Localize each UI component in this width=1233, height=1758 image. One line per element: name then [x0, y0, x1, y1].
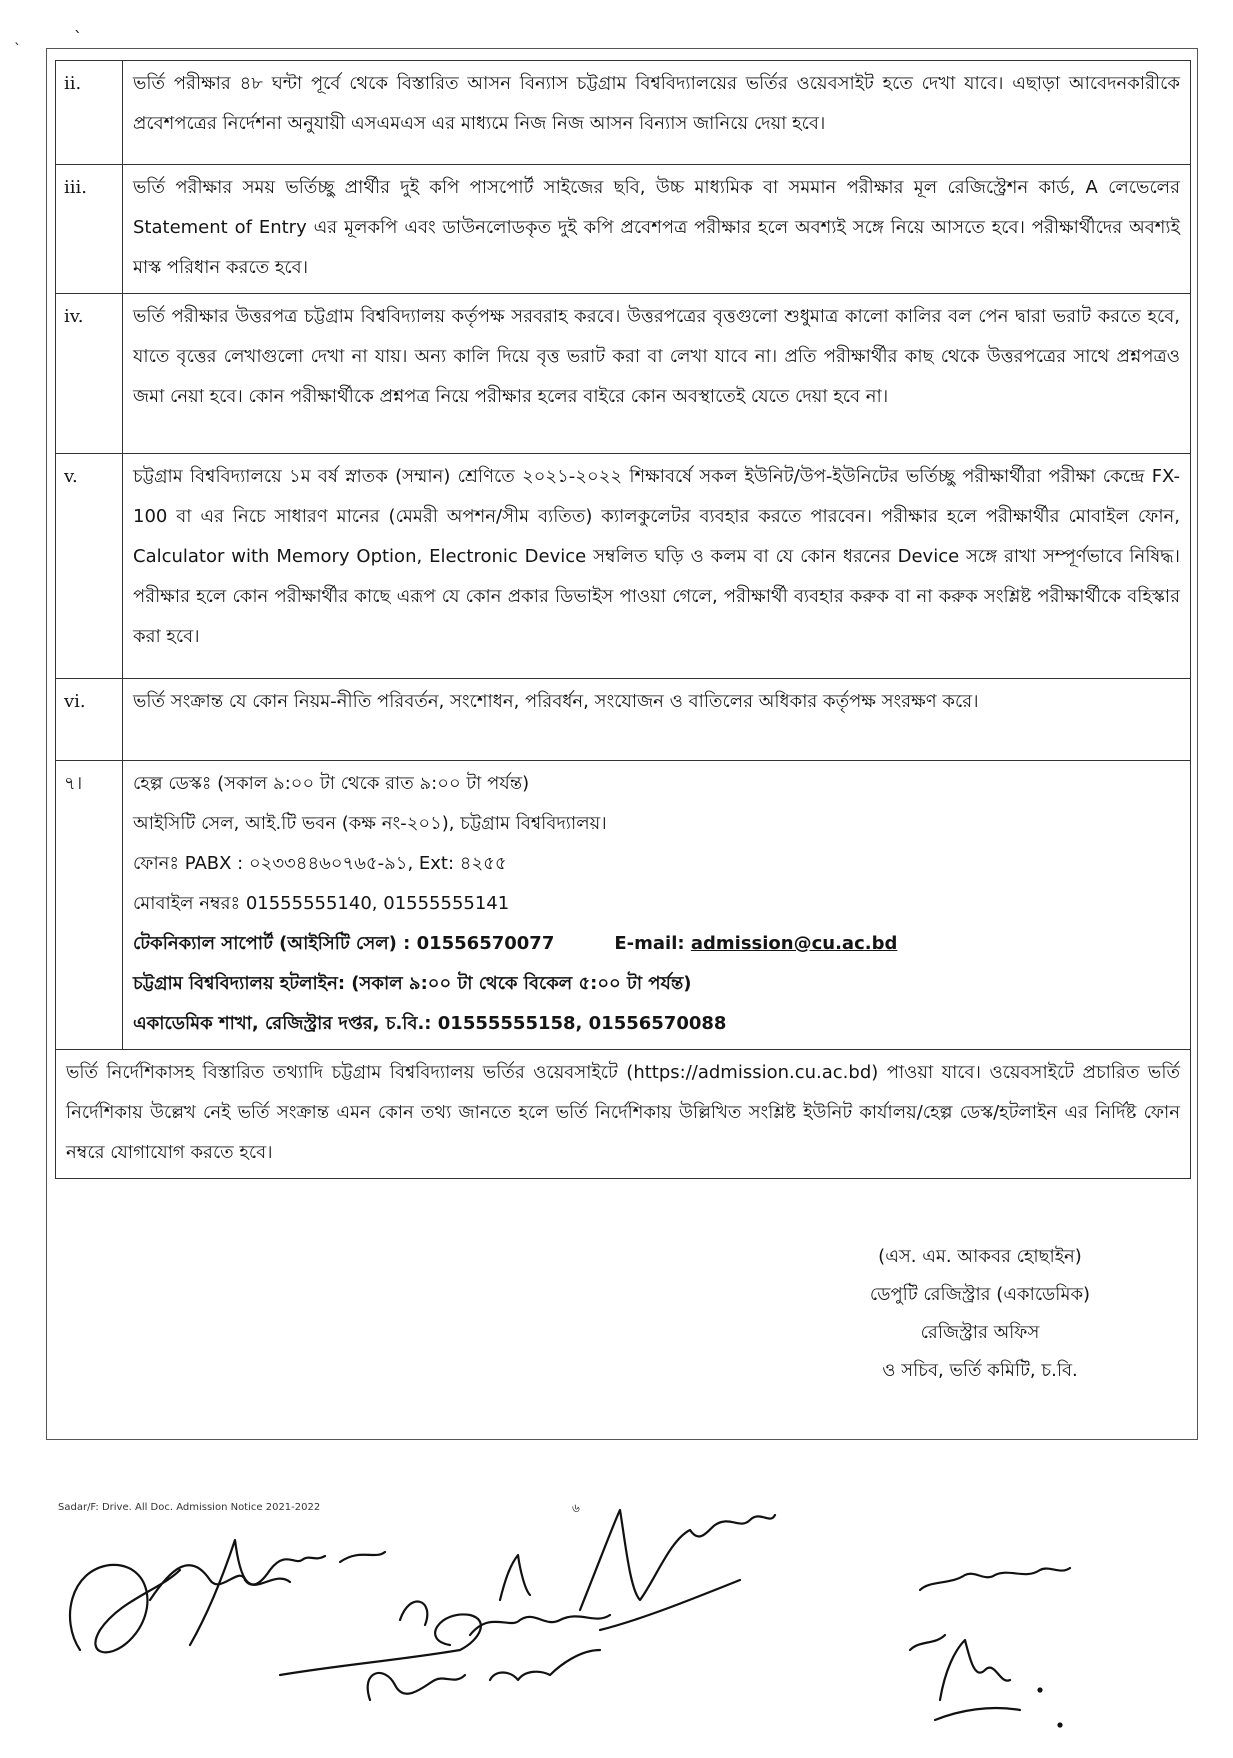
tech-support-label: টেকনিক্যাল সাপোর্ট (আইসিটি সেল) : 01556570077: [133, 933, 555, 954]
email-link[interactable]: admission@cu.ac.bd: [690, 933, 898, 954]
rules-table: [55, 60, 1191, 1179]
signatory-office: রেজিস্ট্রার অফিস: [920, 1322, 1040, 1343]
scan-mark: ˎ: [74, 14, 82, 33]
rule-row: [56, 454, 1191, 679]
rule-row: [56, 294, 1191, 454]
signature-8: [500, 1555, 530, 1600]
signature-2: [190, 1540, 385, 1645]
rule-text: ভর্তি পরীক্ষার সময় ভর্তিচ্ছু প্রার্থীর দুই কপি পাসপোর্ট সাইজের ছবি, উচ্চ মাধ্যমিক বা সমমান পরীক্ষার মূল রেজিস্ট্রেশন কার্ড, A লেভেলের Statement of Entry এর মূলকপি এবং ডাউনলোডকৃত দুই কপি প্রবেশপত্র পরীক্ষার হলে অবশ্যই সঙ্গে নিয়ে আসতে হবে। পরীক্ষার্থীদের অবশ্যই মাস্ক পরিধান করতে হবে।: [123, 165, 1191, 294]
rule-number: vi.: [56, 679, 123, 761]
rule-text: চট্টগ্রাম বিশ্ববিদ্যালয়ে ১ম বর্ষ স্নাতক (সম্মান) শ্রেণিতে ২০২১-২০২২ শিক্ষাবর্ষে সকল ইউনিট/উপ-ইউনিটের ভর্তিচ্ছু পরীক্ষার্থীরা পরীক্ষা কেন্দ্রে FX-100 বা এর নিচে সাধারণ মানের (মেমরী অপশন/সীম ব্যতিত) ক্যালকুলেটর ব্যবহার করতে পারবেন। পরীক্ষার হলে পরীক্ষার্থীর মোবাইল ফোন, Calculator with Memory Option, Electronic Device সম্বলিত ঘড়ি ও কলম বা যে কোন ধরনের Device সঙ্গে রাখা সম্পূর্ণভাবে নিষিদ্ধ। পরীক্ষার হলে কোন পরীক্ষার্থীর কাছে এরূপ যে কোন প্রকার ডিভাইস পাওয়া গেলে, পরীক্ষার্থী ব্যবহার করুক বা না করুক সংশ্লিষ্ট পরীক্ষার্থীকে বহিস্কার করা হবে।: [123, 454, 1191, 679]
help-desk-hours: হেল্প ডেস্কঃ (সকাল ৯:০০ টা থেকে রাত ৯:০০ টা পর্যন্ত): [133, 773, 530, 794]
signature-9: [910, 1568, 1070, 1650]
rule-number: v.: [56, 454, 123, 679]
footer-note-row: [56, 1050, 1191, 1179]
rule-text: ভর্তি পরীক্ষার ৪৮ ঘন্টা পূর্বে থেকে বিস্তারিত আসন বিন্যাস চট্টগ্রাম বিশ্ববিদ্যালয়ের ভর্তির ওয়েবসাইট হতে দেখা যাবে। এছাড়া আবেদনকারীকে প্রবেশপত্রের নির্দেশনা অনুযায়ী এসএমএস এর মাধ্যমে নিজ নিজ আসন বিন্যাস জানিয়ে দেয়া হবে।: [123, 61, 1191, 165]
scan-mark: ˋ: [14, 42, 21, 58]
signature-7: [368, 1673, 465, 1700]
signatory-role: ও সচিব, ভর্তি কমিটি, চ.বি.: [882, 1360, 1078, 1381]
help-desk-block: [123, 761, 1191, 1050]
signature-5: [580, 1510, 775, 1630]
email-label: E-mail:: [614, 933, 685, 954]
rule-number: iii.: [56, 165, 123, 294]
signatory-name: (এস. এম. আকবর হোছাইন): [878, 1246, 1082, 1267]
rule-number: ii.: [56, 61, 123, 165]
signature-1: [70, 1565, 290, 1652]
footer-note: ভর্তি নির্দেশিকাসহ বিস্তারিত তথ্যাদি চট্টগ্রাম বিশ্ববিদ্যালয় ভর্তির ওয়েবসাইটে (https://admission.cu.ac.bd) পাওয়া যাবে। ওয়েবসাইটে প্রচারিত ভর্তি নির্দেশিকায় উল্লেখ নেই ভর্তি সংক্রান্ত এমন কোন তথ্য জানতে হলে ভর্তি নির্দেশিকায় উল্লিখিত সংশ্লিষ্ট ইউনিট কার্যালয়/হেল্প ডেস্ক/হটলাইন এর নির্দিষ্ট ফোন নম্বরে যোগাযোগ করতে হবে।: [56, 1050, 1191, 1179]
signature-4: [470, 1615, 610, 1635]
signature-10: [935, 1640, 1020, 1720]
ink-dot: [1039, 1689, 1042, 1692]
signature-6: [490, 1650, 600, 1680]
handwritten-signatures: [40, 1470, 1190, 1740]
rule-row: [56, 61, 1191, 165]
file-path: Sadar/F: Drive. All Doc. Admission Notice 2021-2022: [58, 1502, 321, 1513]
rule-row: [56, 679, 1191, 761]
signatory-title: ডেপুটি রেজিস্ট্রার (একাডেমিক): [869, 1284, 1091, 1305]
mobile-numbers: মোবাইল নম্বরঃ 01555555140, 01555555141: [133, 893, 510, 914]
help-row: [56, 761, 1191, 1050]
rule-text: ভর্তি সংক্রান্ত যে কোন নিয়ম-নীতি পরিবর্তন, সংশোধন, পরিবর্ধন, সংযোজন ও বাতিলের অধিকার কর্তৃপক্ষ সংরক্ষণ করে।: [123, 679, 1191, 761]
ict-cell-address: আইসিটি সেল, আই.টি ভবন (কক্ষ নং-২০১), চট্টগ্রাম বিশ্ববিদ্যালয়।: [133, 813, 607, 834]
signature-3: [280, 1601, 481, 1675]
hotline-hours: চট্টগ্রাম বিশ্ববিদ্যালয় হটলাইন: (সকাল ৯:০০ টা থেকে বিকেল ৫:০০ টা পর্যন্ত): [133, 973, 692, 994]
rule-text: ভর্তি পরীক্ষার উত্তরপত্র চট্টগ্রাম বিশ্ববিদ্যালয় কর্তৃপক্ষ সরবরাহ করবে। উত্তরপত্রের বৃত্তগুলো শুধুমাত্র কালো কালির বল পেন দ্বারা ভরাট করতে হবে, যাতে বৃত্তের লেখাগুলো দেখা না যায়। অন্য কালি দিয়ে বৃত্ত ভরাট করা বা লেখা যাবে না। প্রতি পরীক্ষার্থীর কাছ থেকে উত্তরপত্রের সাথে প্রশ্নপত্রও জমা নেয়া হবে। কোন পরীক্ষার্থীকে প্রশ্নপত্র নিয়ে পরীক্ষার হলের বাইরে কোন অবস্থাতেই যেতে দেয়া হবে না।: [123, 294, 1191, 454]
signatory-block: [800, 1238, 1160, 1390]
page-number: ৬: [572, 1501, 580, 1515]
help-number: ৭।: [56, 761, 123, 1050]
ink-dot: [1059, 1724, 1062, 1727]
rule-number: iv.: [56, 294, 123, 454]
pabx-phone: ফোনঃ PABX : ০২৩৩৪৪৬০৭৬৫-৯১, Ext: ৪২৫৫: [133, 853, 507, 874]
rule-row: [56, 165, 1191, 294]
academic-branch-phone: একাডেমিক শাখা, রেজিস্ট্রার দপ্তর, চ.বি.: 01555555158, 01556570088: [133, 1013, 727, 1034]
tech-support-line: [133, 924, 1180, 964]
